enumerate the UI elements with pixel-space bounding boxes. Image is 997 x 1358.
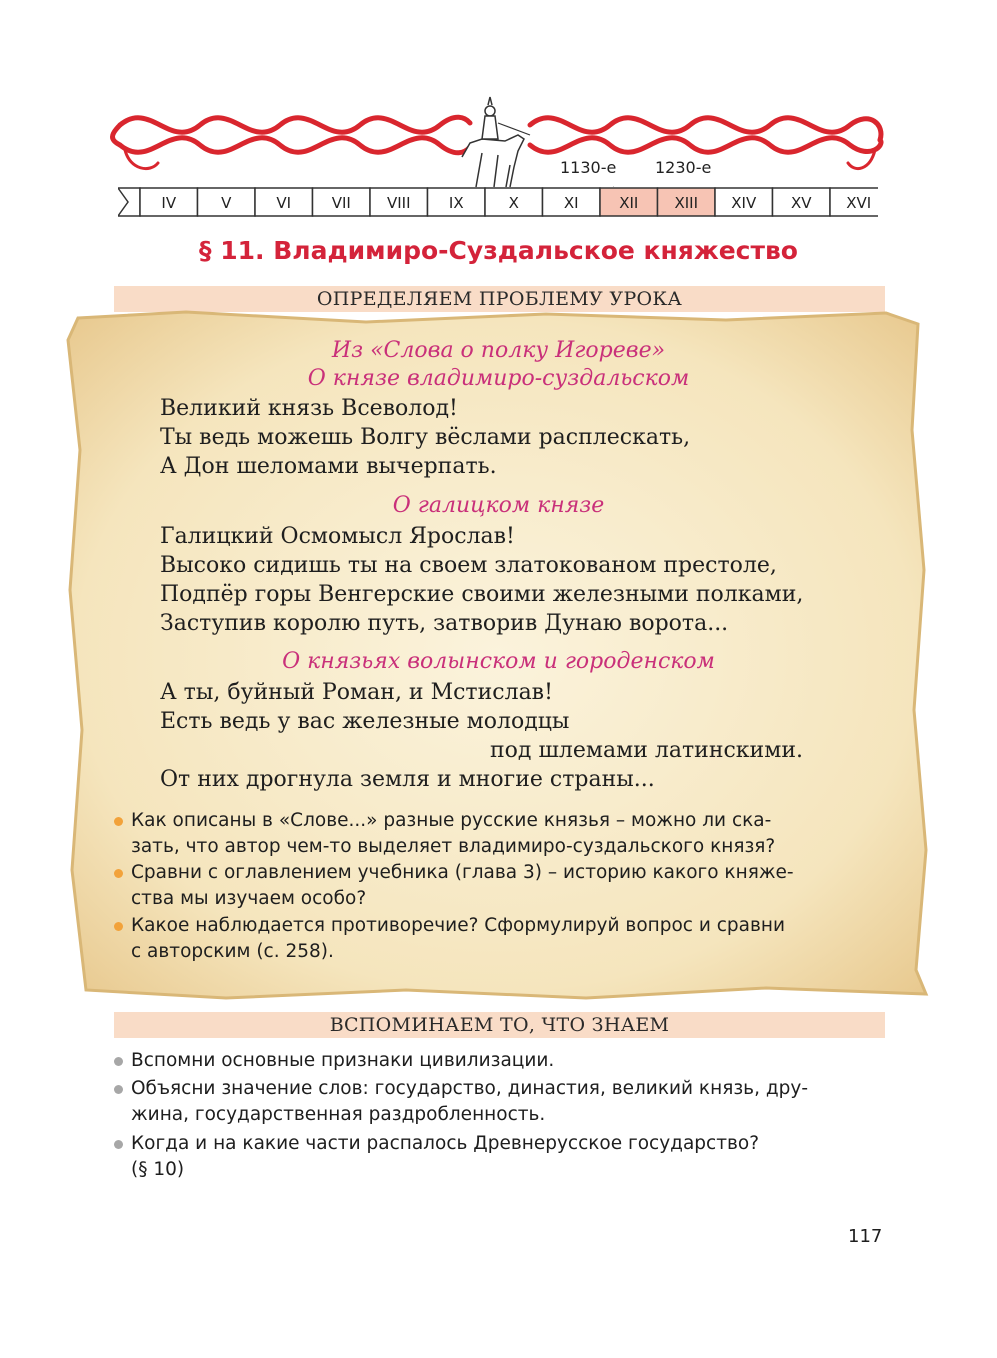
svg-text:VI: VI xyxy=(276,194,292,212)
poem-line: Великий князь Всеволод! xyxy=(160,396,458,421)
recall-line: жина, государственная раздробленность. xyxy=(131,1104,546,1125)
svg-text:XII: XII xyxy=(619,194,639,212)
stanza-heading: О князьях волынском и городенском xyxy=(282,649,715,674)
timeline-century xyxy=(485,188,543,216)
timeline-century xyxy=(715,188,773,216)
svg-text:X: X xyxy=(508,194,519,212)
bullet-icon xyxy=(114,1085,123,1094)
stanza-heading: О галицком князе xyxy=(392,493,605,518)
poem-line: Галицкий Осмомысл Ярослав! xyxy=(160,524,515,549)
recall-line: Вспомни основные признаки цивилизации. xyxy=(131,1050,555,1071)
bullet-icon xyxy=(114,869,123,878)
timeline-century xyxy=(830,188,878,216)
svg-text:VIII: VIII xyxy=(386,194,411,212)
bullet-icon xyxy=(114,922,123,931)
poem-line: А Дон шеломами вычерпать. xyxy=(160,454,497,479)
timeline-century xyxy=(198,188,256,216)
question-line: Как описаны в «Слове...» разные русские князья – можно ли ска- xyxy=(131,810,772,831)
question-line: с авторским (с. 258). xyxy=(131,941,334,962)
bullet-icon xyxy=(114,1057,123,1066)
question-line: Сравни с оглавлением учебника (глава 3) – историю какого княже- xyxy=(131,862,794,883)
bullet-icon xyxy=(114,1140,123,1149)
recall-line: Объясни значение слов: государство, династия, великий князь, дру- xyxy=(131,1078,808,1099)
poem-line: Ты ведь можешь Волгу вёслами расплескать, xyxy=(160,425,691,450)
recall-line: (§ 10) xyxy=(131,1159,185,1180)
poem-line: Подпёр горы Венгерские своими железными полками, xyxy=(160,582,804,607)
timeline-century xyxy=(255,188,313,216)
source-title: Из «Слова о полку Игореве» xyxy=(331,338,666,363)
poem-line: под шлемами латинскими. xyxy=(490,738,803,763)
section-heading-recall: ВСПОМИНАЕМ ТО, ЧТО ЗНАЕМ xyxy=(114,1012,885,1038)
timeline-tail xyxy=(118,188,140,216)
timeline-century xyxy=(773,188,831,216)
svg-text:XV: XV xyxy=(790,194,812,212)
poem-line: Заступив королю путь, затворив Дунаю ворота... xyxy=(160,611,729,636)
svg-text:VII: VII xyxy=(331,194,351,212)
svg-text:XIV: XIV xyxy=(731,194,757,212)
timeline-century xyxy=(313,188,371,216)
question-line: зать, что автор чем-то выделяет владимиро-суздальского князя? xyxy=(131,836,776,857)
svg-text:XI: XI xyxy=(563,194,579,212)
timeline-label-1230: 1230-е xyxy=(655,158,712,177)
svg-text:IX: IX xyxy=(448,194,464,212)
bullet-icon xyxy=(114,817,123,826)
poem-line: Высоко сидишь ты на своем златокованом престоле, xyxy=(160,553,777,578)
timeline-century xyxy=(543,188,601,216)
question-line: Какое наблюдается противоречие? Сформулируй вопрос и сравни xyxy=(131,915,786,936)
svg-text:V: V xyxy=(221,194,232,212)
svg-text:IV: IV xyxy=(161,194,177,212)
poem-line: От них дрогнула земля и многие страны... xyxy=(160,767,655,792)
section-heading-problem: ОПРЕДЕЛЯЕМ ПРОБЛЕМУ УРОКА xyxy=(114,286,885,312)
svg-text:XVI: XVI xyxy=(846,194,872,212)
timeline-century xyxy=(600,188,658,216)
timeline-century xyxy=(428,188,486,216)
question-line: ства мы изучаем особо? xyxy=(131,888,367,909)
timeline-label-1130: 1130-е xyxy=(560,158,617,177)
timeline xyxy=(118,186,878,218)
timeline-century xyxy=(658,188,716,216)
poem-line: А ты, буйный Роман, и Мстислав! xyxy=(160,680,553,705)
timeline-century xyxy=(370,188,428,216)
page-title: § 11. Владимиро-Суздальское княжество xyxy=(199,236,798,265)
poem-line: Есть ведь у вас железные молодцы xyxy=(160,709,570,734)
recall-line: Когда и на какие части распалось Древнерусское государство? xyxy=(131,1133,760,1154)
page-number: 117 xyxy=(848,1226,883,1247)
timeline-century xyxy=(140,188,198,216)
horseman-icon xyxy=(462,97,530,187)
braided-ornament xyxy=(110,95,900,190)
svg-text:XIII: XIII xyxy=(674,194,699,212)
stanza-heading: О князе владимиро-суздальском xyxy=(307,366,690,391)
